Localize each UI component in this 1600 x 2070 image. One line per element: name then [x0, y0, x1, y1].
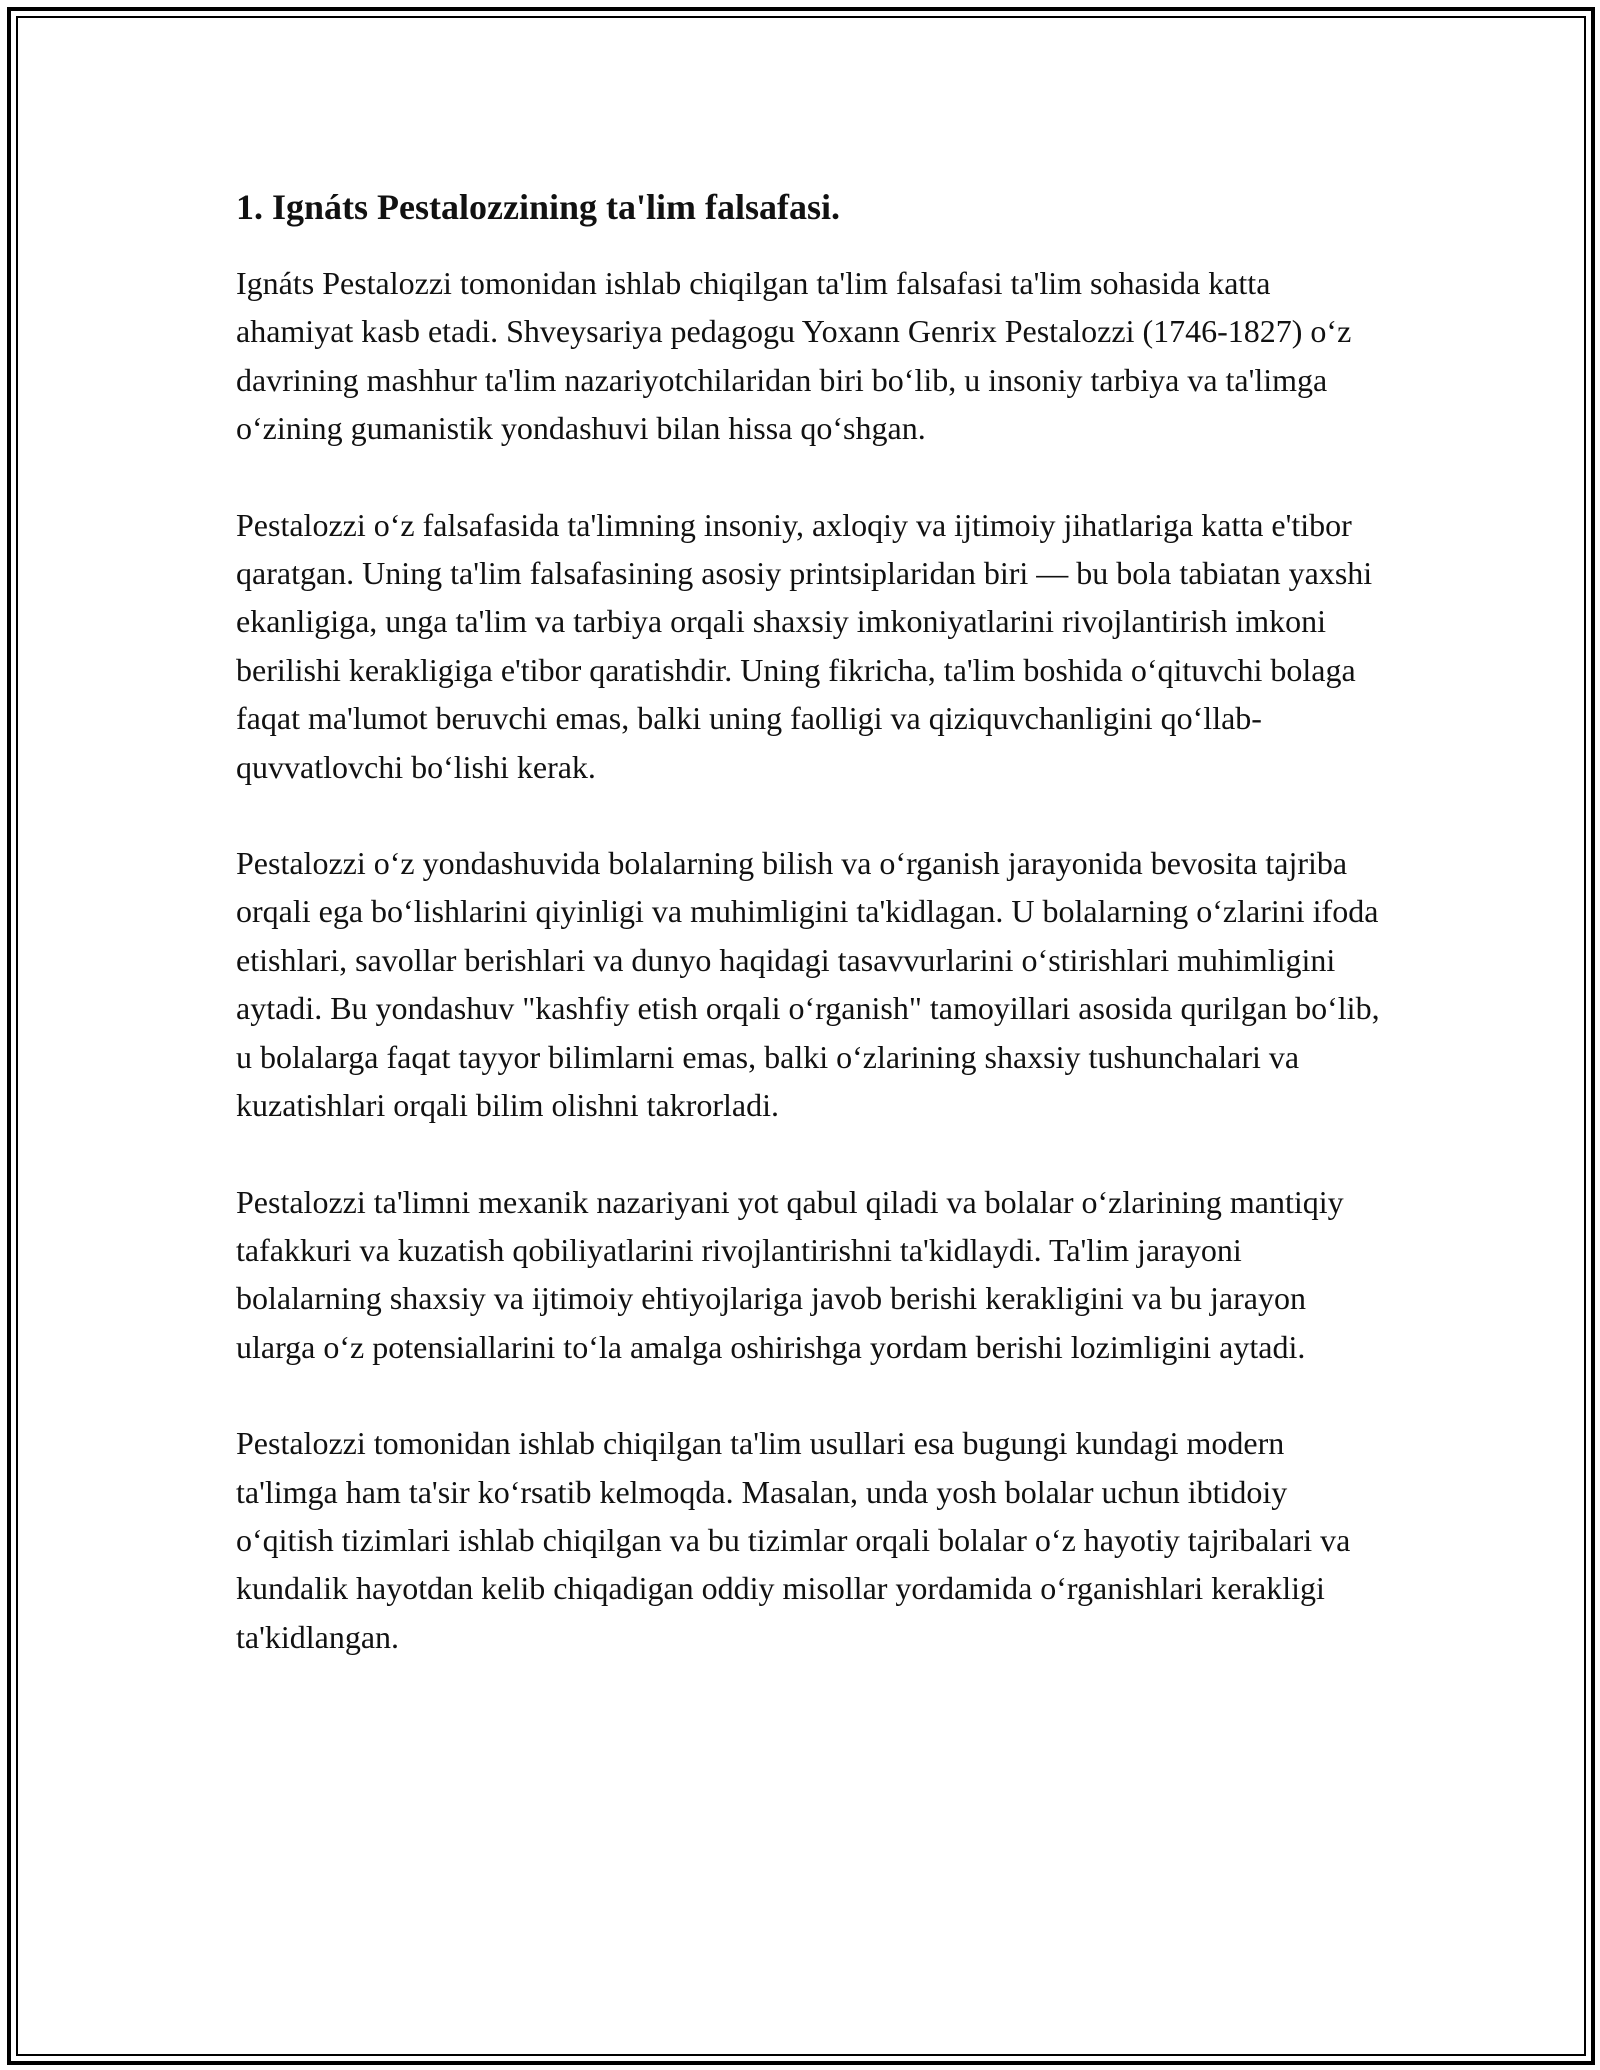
paragraph-4: Pestalozzi ta'limni mexanik nazariyani yot qabul qiladi va bolalar o‘zlarining mantiqiy tafakkuri va kuzatish qobiliyatlarini rivojlantirishni ta'kidlaydi. Ta'lim jarayoni bolalarning shaxsiy va ijtimoiy ehtiyojlariga javob berishi kerakligini va bu jarayon ularga o‘z potensiallarini to‘la amalga oshirishga yordam berishi lozimligini aytadi. — [236, 1183, 1344, 1365]
document-title: 1. Ignáts Pestalozzining ta'lim falsafasi. — [236, 187, 840, 227]
paragraph-2: Pestalozzi o‘z falsafasida ta'limning insoniy, axloqiy va ijtimoiy jihatlariga katta e'tibor qaratgan. Uning ta'lim falsafasining asosiy printsiplaridan biri — bu bola tabiatan yaxshi ekanligiga, unga ta'lim va tarbiya orqali shaxsiy imkoniyatlarini rivojlantirish imkoni berilishi kerakligiga e'tibor qaratishdir. Uning fikricha, ta'lim boshida o‘qituvchi bolaga faqat ma'lumot beruvchi emas, balki uning faolligi va qiziquvchanligini qo‘llab-quvvatlovchi bo‘lishi kerak. — [236, 506, 1373, 785]
paragraph-3: Pestalozzi o‘z yondashuvida bolalarning bilish va o‘rganish jarayonida bevosita tajriba orqali ega bo‘lishlarini qiyinligi va muhimligini ta'kidlagan. U bolalarning o‘zlarini ifoda etishlari, savollar berishlari va dunyo haqidagi tasavvurlarini o‘stirishlari muhimligini aytadi. Bu yondashuv "kashfiy etish orqali o‘rganish" tamoyillari asosida qurilgan bo‘lib, u bolalarga faqat tayyor bilimlarni emas, balki o‘zlarining shaxsiy tushunchalari va kuzatishlari orqali bilim olishni takrorladi. — [236, 845, 1380, 1124]
paragraph-5: Pestalozzi tomonidan ishlab chiqilgan ta'lim usullari esa bugungi kundagi modern ta'limga ham ta'sir ko‘rsatib kelmoqda. Masalan, unda yosh bolalar uchun ibtidoiy o‘qitish tizimlari ishlab chiqilgan va bu tizimlar orqali bolalar o‘z hayotiy tajribalari va kundalik hayotdan kelib chiqadigan oddiy misollar yordamida o‘rganishlari kerakligi ta'kidlangan. — [236, 1425, 1351, 1655]
document-body — [236, 185, 1386, 1709]
paragraph-1: Ignáts Pestalozzi tomonidan ishlab chiqilgan ta'lim falsafasi ta'lim sohasida katta ahamiyat kasb etadi. Shveysariya pedagogu Yoxann Genrix Pestalozzi (1746-1827) o‘z davrining mashhur ta'lim nazariyotchilaridan biri bo‘lib, u insoniy tarbiya va ta'limga o‘zining gumanistik yondashuvi bilan hissa qo‘shgan. — [236, 265, 1352, 447]
